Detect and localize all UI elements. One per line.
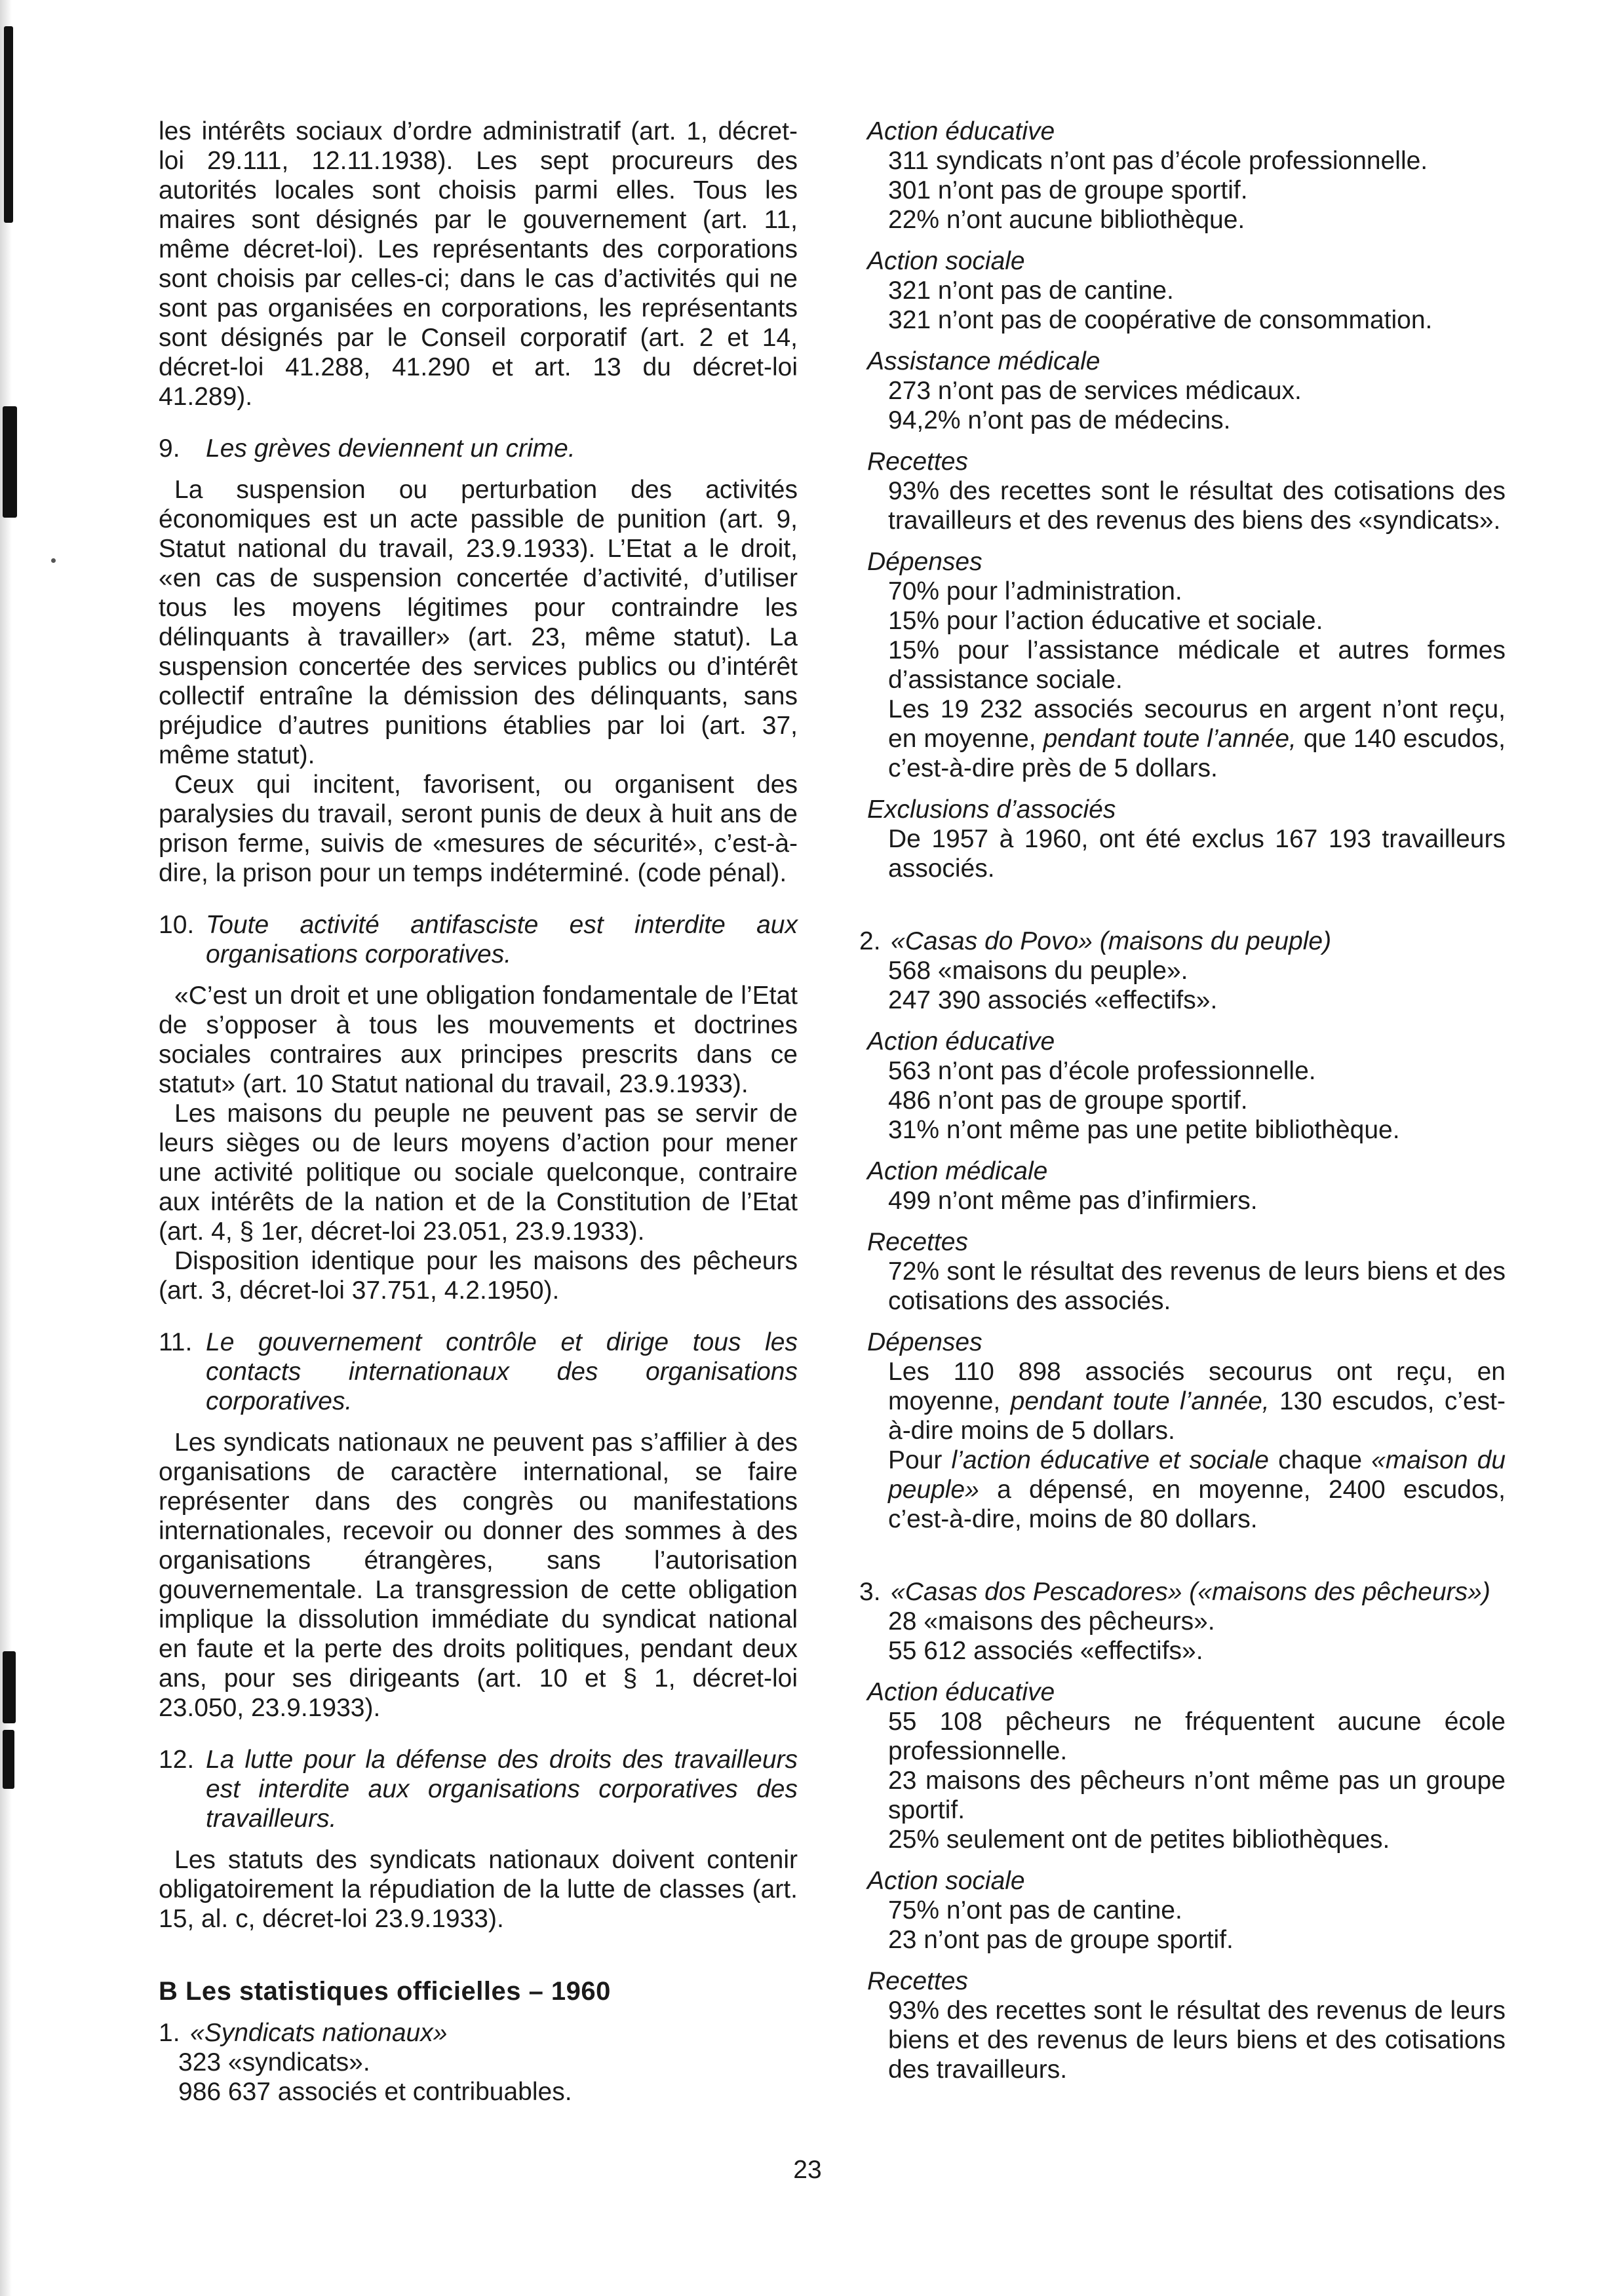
stat-line: 273 n’ont pas de services médicaux.	[888, 377, 1302, 405]
section-11-title: Le gouvernement contrôle et dirige tous les contacts internationaux des organisations corporatives.	[206, 1328, 798, 1415]
section-10-number: 10.	[159, 911, 195, 939]
stat-line: 321 n’ont pas de coopérative de consommation.	[888, 306, 1433, 334]
stat-line: 301 n’ont pas de groupe sportif.	[888, 176, 1248, 204]
binding-mark-middle	[3, 406, 17, 518]
stat-line: 321 n’ont pas de cantine.	[888, 277, 1174, 305]
section-12-number: 12.	[159, 1746, 195, 1774]
stats-item-1-line: 986 637 associés et contribuables.	[178, 2078, 572, 2106]
binding-mark-bottom	[3, 1730, 14, 1789]
section-11-heading	[159, 1328, 798, 1416]
binding-mark-top	[4, 26, 13, 223]
section-b-title: B Les statistiques officielles – 1960	[159, 1977, 611, 2006]
stat-line: 22% n’ont aucune bibliothèque.	[888, 206, 1245, 234]
paragraph-art1: les intérêts sociaux d’ordre administratif (art. 1, décret-loi 29.111, 12.11.1938). Les sept procureurs des autorités locales sont choisis parmi elles. Tous les maires sont désignés par le gouvernement (art. 11, même décret-loi). Les représentants des corporations sont choisis par celles-ci; dans le cas d’activités qui ne sont pas organisées en corporations, les représentants sont désignés par le Conseil corporatif (art. 2 et 14, décret-loi 41.288, 41.290 et art. 13 du décret-loi 41.289).	[159, 117, 798, 411]
stat-line: 28 «maisons des pêcheurs».	[888, 1607, 1215, 1636]
stat-line: 55 612 associés «effectifs».	[888, 1637, 1203, 1665]
stats-item-1-line: 323 «syndicats».	[178, 2048, 370, 2076]
stat-line: 311 syndicats n’ont pas d’école professionnelle.	[888, 147, 1428, 175]
stats-item-2-heading	[859, 927, 1506, 956]
stat-heading: Recettes	[867, 448, 968, 476]
stat-paragraph: Pour l’action éducative et sociale chaque «maison du peuple» a dépensé, en moyenne, 2400 escudos, c’est-à-dire, moins de 80 dollars.	[888, 1446, 1506, 1533]
section-10-heading	[159, 910, 798, 969]
section-9-title: Les grèves deviennent un crime.	[206, 434, 575, 463]
section-12-heading	[159, 1745, 798, 1833]
section-10-paragraph-2: Les maisons du peuple ne peuvent pas se servir de leurs sièges ou de leurs moyens d’action pour mener une activité politique ou sociale quelconque, contraire aux intérêts de la nation et de la Constitution de l’Etat (art. 4, § 1er, décret-loi 23.051, 23.9.1933).	[159, 1100, 798, 1246]
stat-line: 93% des recettes sont le résultat des revenus de leurs biens et des revenus de leurs biens et des cotisations des travailleurs.	[888, 1997, 1506, 2084]
stat-heading: Dépenses	[867, 548, 983, 576]
page-number: 23	[793, 2156, 822, 2184]
stat-heading: Action sociale	[867, 247, 1025, 275]
section-10-title: Toute activité antifasciste est interdite aux organisations corporatives.	[206, 911, 798, 968]
stat-heading: Recettes	[867, 1967, 968, 1995]
stat-line: 15% pour l’assistance médicale et autres formes d’assistance sociale.	[888, 636, 1506, 694]
stat-line: 72% sont le résultat des revenus de leurs biens et des cotisations des associés.	[888, 1257, 1506, 1315]
section-12-paragraph-1: Les statuts des syndicats nationaux doivent contenir obligatoirement la répudiation de la lutte de classes (art. 15, al. c, décret-loi 23.9.1933).	[159, 1846, 798, 1933]
section-11-number: 11.	[159, 1328, 193, 1356]
stat-line: 568 «maisons du peuple».	[888, 957, 1188, 985]
stat-line: 15% pour l’action éducative et sociale.	[888, 607, 1323, 635]
stat-line: 94,2% n’ont pas de médecins.	[888, 406, 1231, 434]
stats-item-2-number: 2.	[859, 927, 881, 955]
scan-edge	[0, 0, 12, 2296]
stat-line: 23 n’ont pas de groupe sportif.	[888, 1926, 1234, 1954]
section-9-number: 9.	[159, 434, 180, 463]
stat-line: 247 390 associés «effectifs».	[888, 986, 1218, 1014]
stat-heading: Assistance médicale	[867, 347, 1100, 375]
stats-item-1-heading	[159, 2018, 798, 2048]
stat-heading: Action éducative	[867, 1678, 1055, 1706]
stat-line: 563 n’ont pas d’école professionnelle.	[888, 1057, 1316, 1085]
stats-item-1-title: «Syndicats nationaux»	[190, 2019, 448, 2047]
stat-paragraph: Les 110 898 associés secourus ont reçu, en moyenne, pendant toute l’année, 130 escudos, c’est-à-dire moins de 5 dollars.	[888, 1358, 1506, 1445]
stat-line: 31% n’ont même pas une petite bibliothèque.	[888, 1116, 1400, 1144]
stat-heading: Action sociale	[867, 1867, 1025, 1895]
stat-line: 23 maisons des pêcheurs n’ont même pas un groupe sportif.	[888, 1767, 1506, 1824]
stat-line: 25% seulement ont de petites bibliothèques.	[888, 1826, 1390, 1854]
stat-heading: Recettes	[867, 1228, 968, 1256]
stats-item-3-title: «Casas dos Pescadores» («maisons des pêcheurs»)	[891, 1578, 1490, 1606]
left-column	[159, 117, 798, 2107]
stat-heading: Action médicale	[867, 1157, 1048, 1185]
stat-line: De 1957 à 1960, ont été exclus 167 193 travailleurs associés.	[888, 825, 1506, 883]
stats-item-1-number: 1.	[159, 2019, 180, 2047]
section-12-title: La lutte pour la défense des droits des travailleurs est interdite aux organisations corporatives des travailleurs.	[206, 1746, 798, 1833]
stat-line: 55 108 pêcheurs ne fréquentent aucune école professionnelle.	[888, 1708, 1506, 1765]
stat-line: 75% n’ont pas de cantine.	[888, 1896, 1182, 1924]
section-9-paragraph-2: Ceux qui incitent, favorisent, ou organisent des paralysies du travail, seront punis de deux à huit ans de prison ferme, suivis de «mesures de sécurité», c’est-à-dire, la prison pour un temps indéterminé. (code pénal).	[159, 771, 798, 887]
stray-mark	[51, 558, 56, 563]
stat-line: 486 n’ont pas de groupe sportif.	[888, 1086, 1248, 1115]
stat-heading: Dépenses	[867, 1328, 983, 1356]
section-10-paragraph-3: Disposition identique pour les maisons des pêcheurs (art. 3, décret-loi 37.751, 4.2.1950).	[159, 1247, 798, 1305]
stat-paragraph: Les 19 232 associés secourus en argent n’ont reçu, en moyenne, pendant toute l’année, que 140 escudos, c’est-à-dire près de 5 dollars.	[888, 695, 1506, 782]
section-9-paragraph-1: La suspension ou perturbation des activités économiques est un acte passible de punition (art. 9, Statut national du travail, 23.9.1933). L’Etat a le droit, «en cas de suspension concertée d’activité, d’utiliser tous les moyens légitimes pour contraindre les délinquants à travailler» (art. 23, même statut). La suspension concertée des services publics ou d’intérêt collectif entraîne la démission des délinquants, sans préjudice d’autres punitions établies par loi (art. 37, même statut).	[159, 476, 798, 769]
stats-item-2-title: «Casas do Povo» (maisons du peuple)	[891, 927, 1332, 955]
stat-line: 70% pour l’administration.	[888, 577, 1182, 605]
stat-line: 499 n’ont même pas d’infirmiers.	[888, 1187, 1258, 1215]
stat-heading: Action éducative	[867, 117, 1055, 145]
section-11-paragraph-1: Les syndicats nationaux ne peuvent pas s’affilier à des organisations de caractère international, se faire représenter dans des congrès ou manifestations internationales, recevoir ou donner des sommes à des organisations étrangères, sans l’autorisation gouvernementale. La transgression de cette obligation implique la dissolution immédiate du syndicat national en faute et la perte des droits politiques, pendant deux ans, pour ses dirigeants (art. 10 et § 1, décret-loi 23.050, 23.9.1933).	[159, 1428, 798, 1722]
stats-item-3-heading	[859, 1577, 1506, 1607]
stats-item-3-number: 3.	[859, 1578, 881, 1606]
right-column	[857, 117, 1506, 2084]
section-9-heading	[159, 434, 798, 463]
stat-line: 93% des recettes sont le résultat des cotisations des travailleurs et des revenus des biens des «syndicats».	[888, 477, 1506, 535]
stat-heading: Exclusions d’associés	[867, 795, 1116, 824]
stat-heading: Action éducative	[867, 1027, 1055, 1056]
binding-mark-lower	[3, 1651, 16, 1723]
section-10-paragraph-1: «C’est un droit et une obligation fondamentale de l’Etat de s’opposer à tous les mouvements et doctrines sociales contraires aux principes prescrits dans ce statut» (art. 10 Statut national du travail, 23.9.1933).	[159, 982, 798, 1098]
